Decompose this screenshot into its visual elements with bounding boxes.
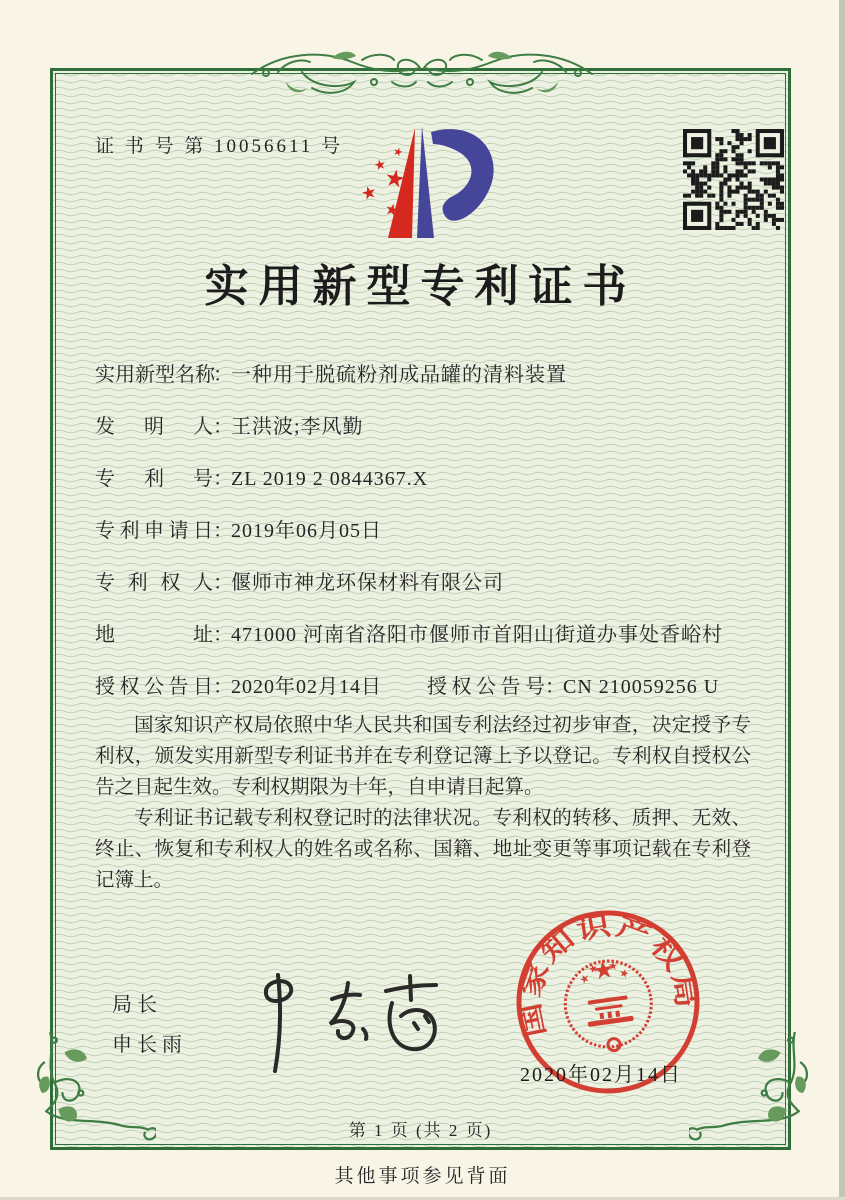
director-signature-icon [228, 962, 448, 1074]
officer-title: 局长 [112, 994, 162, 1016]
field-colon: ： [213, 468, 233, 490]
field-colon: ： [213, 416, 233, 438]
field-value: 2020年02月14日 [231, 676, 382, 698]
field-row-grant [95, 672, 755, 702]
back-side-note: 其他事项参见背面 [334, 1166, 511, 1187]
field-row-address [95, 620, 755, 650]
field-label: 专利权人 [95, 572, 213, 594]
field-row-filing-date [95, 516, 755, 546]
qr-code [683, 129, 784, 230]
field-colon: ： [213, 572, 233, 594]
field-row-patent-no [95, 464, 755, 494]
seal-text: 国家知识产权局 [515, 911, 701, 1040]
officer-name: 申长雨 [112, 1034, 187, 1056]
cnipa-logo-icon [345, 118, 510, 246]
field-colon: ： [545, 676, 565, 698]
field-colon: ： [213, 676, 233, 698]
field-label: 授权公告日 [95, 676, 213, 698]
certificate-title: 实用新型专利证书 [204, 262, 637, 311]
field-value: 2019年06月05日 [231, 520, 382, 542]
field-colon: ： [213, 520, 233, 542]
field-value: 一种用于脱硫粉剂成品罐的清料装置 [231, 364, 567, 386]
legal-text [95, 710, 751, 896]
field-label: 专利申请日 [95, 520, 213, 542]
field-row-name [95, 360, 755, 390]
field-label: 实用新型名称 [95, 364, 215, 386]
scan-edge-right [839, 0, 845, 1200]
field-row-patentee [95, 568, 755, 598]
certificate-fields [95, 360, 755, 724]
seal-date: 2020年02月14日 [520, 1064, 682, 1086]
field-value: ZL 2019 2 0844367.X [231, 468, 429, 490]
legal-paragraph-2: 专利证书记载专利权登记时的法律状况。专利权的转移、质押、无效、终止、恢复和专利权人的姓名或名称、国籍、地址变更等事项记载在专利登记簿上。 [95, 808, 751, 891]
grant-date-pair [95, 672, 427, 702]
field-label: 授权公告号 [427, 676, 545, 698]
field-label: 发明人 [95, 416, 213, 438]
field-colon: ： [213, 624, 233, 646]
field-value: 471000 河南省洛阳市偃师市首阳山街道办事处香峪村 [231, 624, 723, 646]
field-value: CN 210059256 U [563, 676, 720, 698]
field-label: 专利号 [95, 468, 213, 490]
page-number: 第 1 页 (共 2 页) [348, 1121, 493, 1140]
field-value: 王洪波;李风勤 [231, 416, 364, 438]
field-label: 地址 [95, 624, 213, 646]
grant-no-pair [427, 676, 719, 698]
certificate-number: 证 书 号 第 10056611 号 [95, 136, 344, 157]
field-value: 偃师市神龙环保材料有限公司 [231, 572, 504, 594]
legal-paragraph-1: 国家知识产权局依照中华人民共和国专利法经过初步审查，决定授予专利权，颁发实用新型专利证书并在专利登记簿上予以登记。专利权自授权公告之日起生效。专利权期限为十年，自申请日起算。 [95, 715, 751, 798]
field-colon: ： [213, 364, 233, 386]
field-row-inventor [95, 412, 755, 442]
